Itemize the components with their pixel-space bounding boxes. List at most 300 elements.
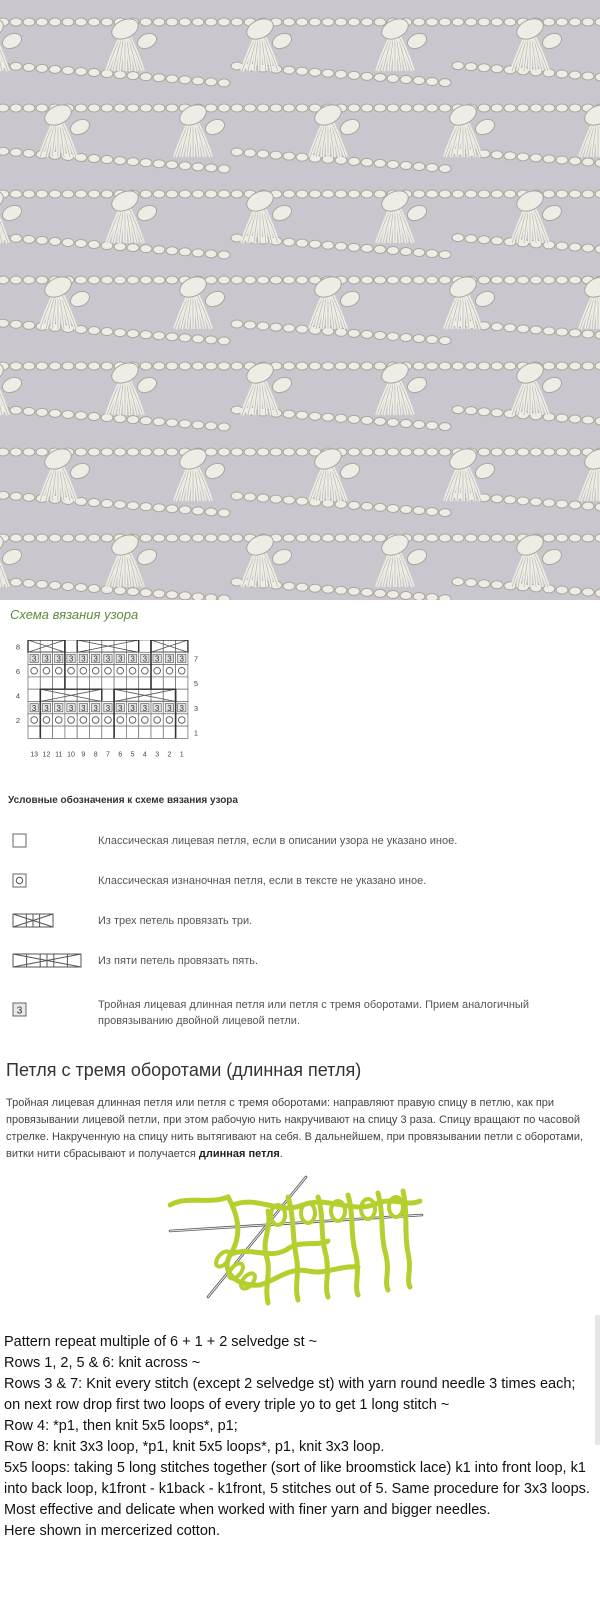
- chart-cell: [163, 665, 175, 677]
- row-number: 8: [15, 642, 20, 652]
- yarn-strand: [378, 1193, 388, 1290]
- stitch-loop: [465, 235, 477, 243]
- chart-cell: [28, 665, 40, 677]
- legend-text: Классическая изнаночная петля, если в тексте не указано иное.: [98, 875, 427, 887]
- stitch-loop: [153, 448, 165, 456]
- stitch-loop: [556, 18, 568, 26]
- chart-cell: [28, 677, 40, 689]
- stitch-loop: [543, 190, 555, 198]
- stitch-loop: [296, 190, 308, 198]
- stitch-loop: [569, 157, 581, 165]
- stitch-loop: [530, 104, 542, 112]
- stitch-loop: [530, 448, 542, 456]
- stitch-loop: [322, 413, 334, 421]
- stitch-loop: [400, 505, 412, 513]
- stitch-loop: [179, 18, 191, 26]
- stitch-loop: [413, 507, 425, 515]
- stitch-loop: [179, 534, 191, 542]
- column-number: 3: [155, 751, 160, 759]
- stitch-loop: [413, 276, 425, 284]
- stitch-loop: [504, 190, 516, 198]
- chart-cell: [114, 726, 126, 738]
- stitch-loop: [218, 337, 230, 345]
- stitch-loop: [218, 165, 230, 173]
- stitch-loop: [192, 534, 204, 542]
- stitch-loop: [23, 276, 35, 284]
- note-line: Most effective and delicate when worked with finer yarn and bigger needles.: [4, 1502, 491, 1518]
- stitch-loop: [504, 18, 516, 26]
- stitch-loop: [426, 422, 438, 430]
- stitch-loop: [426, 164, 438, 172]
- stitch-loop: [335, 362, 347, 370]
- long-stitch-symbol: 3: [167, 703, 172, 713]
- chart-cell: [114, 714, 126, 726]
- stitch-loop: [283, 496, 295, 504]
- stitch-loop: [49, 65, 61, 73]
- stitch-loop: [296, 411, 308, 419]
- stitch-loop: [400, 161, 412, 169]
- stitch-loop: [270, 323, 282, 331]
- long-stitch-symbol: 3: [68, 654, 74, 664]
- stitch-loop: [23, 104, 35, 112]
- stitch-loop: [218, 362, 230, 370]
- stitch-loop: [23, 63, 35, 71]
- stitch-loop: [582, 158, 594, 166]
- stitch-loop: [10, 406, 22, 414]
- stitch-loop: [166, 591, 178, 599]
- chart-cell: [176, 677, 188, 689]
- stitch-loop: [140, 589, 152, 597]
- stitch-loop: [166, 534, 178, 542]
- stitch-loop: [439, 104, 451, 112]
- stitch-loop: [114, 104, 126, 112]
- stitch-loop: [283, 276, 295, 284]
- technique-body-text: Тройная лицевая длинная петля или петля с тремя оборотами: направляют правую спицу в петлю, как при провязывании лицевой петли, при этом рабочую нить накручивают на спицу 3 раза. Спицу вращают по часовой стрелке. Накрученную на спицу нить вытягивают на себя. В дальнейшем, при провязывании петли с оборотами, витки нити сбрасывают и получается: [6, 1097, 584, 1160]
- stitch-loop: [374, 417, 386, 425]
- stitch-loop: [75, 362, 87, 370]
- chart-cell: [77, 714, 89, 726]
- column-number: 7: [105, 751, 110, 759]
- stitch-loop: [569, 534, 581, 542]
- stitch-loop: [88, 327, 100, 335]
- stitch-loop: [491, 190, 503, 198]
- stitch-loop: [556, 586, 568, 594]
- note-line: Rows 1, 2, 5 & 6: knit across ~: [4, 1355, 201, 1371]
- stitch-loop: [569, 243, 581, 251]
- stitch-loop: [478, 276, 490, 284]
- chart-cell: [90, 665, 102, 677]
- long-stitch-symbol: 3: [130, 654, 135, 664]
- stitch-loop: [543, 327, 555, 335]
- note-line: Row 4: *p1, then knit 5x5 loops*, p1;: [4, 1418, 238, 1434]
- stitch-loop: [49, 534, 61, 542]
- stitch-loop: [10, 492, 22, 500]
- stitch-loop: [75, 18, 87, 26]
- stitch-loop: [465, 407, 477, 415]
- stitch-loop: [439, 337, 451, 345]
- stitch-loop: [114, 243, 126, 251]
- stitch-loop: [153, 534, 165, 542]
- stitch-loop: [88, 499, 100, 507]
- stitch-loop: [491, 495, 503, 503]
- stitch-loop: [556, 104, 568, 112]
- stitch-loop: [335, 18, 347, 26]
- stitch-loop: [439, 595, 451, 600]
- chart-cell: [77, 677, 89, 689]
- note-line: Row 8: knit 3x3 loop, *p1, knit 5x5 loops*, p1, knit 3x3 loop.: [4, 1439, 385, 1455]
- chart-cell: [77, 665, 89, 677]
- stitch-loop: [283, 238, 295, 246]
- stitch-loop: [361, 190, 373, 198]
- stitch-loop: [439, 534, 451, 542]
- stitch-loop: [569, 415, 581, 423]
- stitch-loop: [127, 502, 139, 510]
- legend-text: Из пяти петель провязать пять.: [98, 955, 259, 967]
- long-stitch-symbol: 3: [179, 654, 184, 664]
- stitch-loop: [0, 276, 9, 284]
- stitch-loop: [88, 104, 100, 112]
- row-number: 2: [15, 716, 20, 726]
- stitch-loop: [465, 579, 477, 587]
- stitch-loop: [205, 164, 217, 172]
- stitch-loop: [348, 18, 360, 26]
- stitch-loop: [88, 413, 100, 421]
- stitch-loop: [88, 362, 100, 370]
- stitch-loop: [270, 104, 282, 112]
- stitch-loop: [153, 362, 165, 370]
- stitch-loop: [140, 331, 152, 339]
- chart-cell: [163, 677, 175, 689]
- stitch-loop: [426, 594, 438, 600]
- stitch-loop: [10, 18, 22, 26]
- stitch-loop: [166, 161, 178, 169]
- stitch-loop: [205, 276, 217, 284]
- stitch-loop: [166, 419, 178, 427]
- stitch-loop: [491, 276, 503, 284]
- stitch-loop: [10, 62, 22, 70]
- long-stitch-symbol: 3: [81, 654, 86, 664]
- stitch-loop: [387, 332, 399, 340]
- stitch-loop: [296, 583, 308, 591]
- stitch-loop: [192, 163, 204, 171]
- stitch-loop: [543, 534, 555, 542]
- knit-square-icon: [12, 833, 28, 849]
- stitch-loop: [374, 534, 386, 542]
- chart-cell: [90, 714, 102, 726]
- long-stitch-illustration: [168, 1175, 428, 1310]
- stitch-loop: [101, 362, 113, 370]
- stitch-loop: [10, 578, 22, 586]
- stitch-loop: [231, 190, 243, 198]
- stitch-loop: [569, 71, 581, 79]
- stitch-loop: [413, 104, 425, 112]
- stitch-loop: [218, 448, 230, 456]
- chart-cell: [151, 665, 163, 677]
- stitch-loop: [153, 160, 165, 168]
- stitch-loop: [387, 504, 399, 512]
- chart-cell: [176, 665, 188, 677]
- column-number: 2: [167, 751, 172, 759]
- chart-cell: [114, 677, 126, 689]
- stitch-loop: [569, 587, 581, 595]
- stitch-loop: [387, 448, 399, 456]
- stitch-loop: [283, 582, 295, 590]
- stitch-loop: [205, 508, 217, 516]
- stitch-loop: [543, 155, 555, 163]
- stitch-loop: [192, 335, 204, 343]
- stitch-loop: [335, 242, 347, 250]
- stitch-loop: [205, 78, 217, 86]
- stitch-loop: [582, 190, 594, 198]
- stitch-loop: [504, 104, 516, 112]
- stitch-loop: [10, 448, 22, 456]
- chart-cell: [102, 677, 114, 689]
- chart-cell: [126, 665, 138, 677]
- stitch-loop: [153, 18, 165, 26]
- stitch-loop: [257, 448, 269, 456]
- stitch-loop: [192, 249, 204, 257]
- chart-cell: [176, 714, 188, 726]
- stitch-loop: [244, 276, 256, 284]
- stitch-loop: [179, 362, 191, 370]
- stitch-loop: [361, 502, 373, 510]
- long-stitch-symbol: 3: [154, 703, 160, 713]
- stitch-loop: [452, 534, 464, 542]
- chart-cell: [114, 665, 126, 677]
- stitch-loop: [582, 502, 594, 510]
- stitch-loop: [153, 190, 165, 198]
- stitch-loop: [270, 276, 282, 284]
- stitch-loop: [101, 276, 113, 284]
- stitch-loop: [426, 104, 438, 112]
- chart-cell: [176, 726, 188, 738]
- stitch-loop: [62, 582, 74, 590]
- stitch-loop: [309, 240, 321, 248]
- stitch-loop: [62, 190, 74, 198]
- stitch-loop: [23, 579, 35, 587]
- stitch-loop: [49, 581, 61, 589]
- stitch-loop: [36, 190, 48, 198]
- long-stitch-symbol: 3: [81, 703, 86, 713]
- stitch-loop: [101, 448, 113, 456]
- stitch-loop: [270, 495, 282, 503]
- stitch-loop: [374, 331, 386, 339]
- stitch-loop: [491, 448, 503, 456]
- stitch-loop: [556, 242, 568, 250]
- stitch-loop: [153, 276, 165, 284]
- stitch-loop: [101, 534, 113, 542]
- stitch-loop: [309, 362, 321, 370]
- chart-cell: [53, 714, 65, 726]
- stitch-loop: [374, 18, 386, 26]
- long-stitch-symbol: 3: [167, 654, 172, 664]
- stitch-loop: [101, 156, 113, 164]
- stitch-loop: [335, 500, 347, 508]
- stitch-loop: [556, 276, 568, 284]
- stitch-loop: [465, 190, 477, 198]
- stitch-loop: [517, 276, 529, 284]
- stitch-loop: [374, 276, 386, 284]
- chart-cell: [28, 714, 40, 726]
- chart-cell: [139, 665, 151, 677]
- stitch-loop: [504, 448, 516, 456]
- pattern-notes: [4, 1332, 594, 1542]
- stitch-loop: [140, 159, 152, 167]
- stitch-loop: [387, 418, 399, 426]
- stitch-loop: [296, 276, 308, 284]
- stitch-loop: [491, 65, 503, 73]
- stitch-loop: [244, 493, 256, 501]
- stitch-loop: [179, 76, 191, 84]
- chart-cell: [126, 689, 138, 701]
- stitch-loop: [348, 243, 360, 251]
- stitch-loop: [166, 247, 178, 255]
- stitch-loop: [179, 248, 191, 256]
- legend-title: Условные обозначения к схеме вязания узора: [8, 795, 238, 806]
- stitch-loop: [10, 104, 22, 112]
- stitch-loop: [205, 362, 217, 370]
- stitch-loop: [36, 580, 48, 588]
- stitch-loop: [192, 421, 204, 429]
- chart-cell: [28, 726, 40, 738]
- chart-cell: [139, 677, 151, 689]
- chart-cell: [53, 677, 65, 689]
- stitch-loop: [400, 448, 412, 456]
- stitch-loop: [36, 534, 48, 542]
- stitch-loop: [439, 165, 451, 173]
- stitch-loop: [218, 79, 230, 87]
- stitch-loop: [439, 190, 451, 198]
- stitch-loop: [36, 64, 48, 72]
- stitch-loop: [413, 249, 425, 257]
- stitch-loop: [335, 156, 347, 164]
- stitch-loop: [504, 534, 516, 542]
- swatch-photo: [0, 0, 600, 600]
- stitch-loop: [400, 104, 412, 112]
- stitch-loop: [166, 18, 178, 26]
- chart-cell: [90, 726, 102, 738]
- stitch-loop: [88, 190, 100, 198]
- stitch-loop: [192, 18, 204, 26]
- stitch-loop: [257, 494, 269, 502]
- chart-cell: [126, 714, 138, 726]
- stitch-loop: [400, 247, 412, 255]
- stitch-loop: [556, 362, 568, 370]
- stitch-loop: [140, 503, 152, 511]
- long-stitch-symbol: 3: [93, 654, 98, 664]
- stitch-loop: [582, 72, 594, 80]
- chart-cell: [28, 689, 40, 701]
- stitch-loop: [10, 276, 22, 284]
- stitch-loop: [387, 276, 399, 284]
- stitch-loop: [452, 18, 464, 26]
- stitch-loop: [218, 423, 230, 431]
- stitch-loop: [244, 321, 256, 329]
- stitch-loop: [387, 160, 399, 168]
- stitch-loop: [452, 406, 464, 414]
- stitch-loop: [569, 276, 581, 284]
- stitch-loop: [413, 593, 425, 600]
- row-number: 3: [193, 703, 199, 713]
- stitch-loop: [556, 156, 568, 164]
- stitch-loop: [231, 320, 243, 328]
- stitch-loop: [75, 276, 87, 284]
- note-line: 5x5 loops: taking 5 long stitches together (sort of like broomstick lace) k1 into front loop, k1 into back loop, k1front - k1back - k1front, 5 stitches out of 5. Same procedure for 3x3 loops.: [4, 1460, 590, 1497]
- stitch-loop: [49, 362, 61, 370]
- stitch-loop: [491, 104, 503, 112]
- stitch-loop: [426, 534, 438, 542]
- purl-circle-icon: [12, 873, 28, 889]
- stitch-loop: [361, 534, 373, 542]
- stitch-loop: [426, 336, 438, 344]
- stitch-loop: [322, 69, 334, 77]
- stitch-loop: [257, 104, 269, 112]
- stitch-loop: [465, 362, 477, 370]
- stitch-loop: [153, 590, 165, 598]
- stitch-loop: [36, 448, 48, 456]
- long-stitch-symbol: 3: [154, 654, 160, 664]
- stitch-loop: [62, 410, 74, 418]
- stitch-loop: [127, 276, 139, 284]
- stitch-loop: [218, 509, 230, 517]
- stitch-loop: [192, 190, 204, 198]
- stitch-loop: [387, 590, 399, 598]
- stitch-loop: [244, 448, 256, 456]
- stitch-loop: [582, 18, 594, 26]
- stitch-loop: [478, 64, 490, 72]
- stitch-loop: [348, 362, 360, 370]
- stitch-loop: [179, 592, 191, 600]
- stitch-loop: [231, 104, 243, 112]
- chart-cell: [40, 714, 52, 726]
- stitch-loop: [205, 190, 217, 198]
- stitch-loop: [296, 534, 308, 542]
- stitch-loop: [478, 236, 490, 244]
- stitch-loop: [231, 148, 243, 156]
- stitch-loop: [296, 153, 308, 161]
- stitch-loop: [439, 423, 451, 431]
- stitch-loop: [348, 276, 360, 284]
- stitch-loop: [426, 508, 438, 516]
- stitch-loop: [439, 251, 451, 259]
- stitch-loop: [0, 319, 9, 327]
- stitch-loop: [283, 362, 295, 370]
- page-edge-divider: [595, 1315, 600, 1445]
- stitch-loop: [244, 104, 256, 112]
- column-number: 9: [81, 751, 86, 759]
- stitch-loop: [491, 409, 503, 417]
- stitch-loop: [517, 325, 529, 333]
- stitch-loop: [36, 236, 48, 244]
- stitch-loop: [374, 448, 386, 456]
- yarn-strand: [230, 1241, 328, 1255]
- chart-cell: [102, 689, 114, 701]
- stitch-loop: [439, 79, 451, 87]
- stitch-loop: [426, 250, 438, 258]
- stitch-loop: [335, 70, 347, 78]
- stitch-loop: [543, 18, 555, 26]
- technique-body-end: .: [279, 1148, 283, 1160]
- stitch-loop: [114, 71, 126, 79]
- stitch-loop: [478, 408, 490, 416]
- stitch-loop: [374, 159, 386, 167]
- stitch-loop: [10, 534, 22, 542]
- stitch-loop: [309, 584, 321, 592]
- stitch-loop: [0, 147, 9, 155]
- stitch-loop: [114, 157, 126, 165]
- stitch-loop: [257, 322, 269, 330]
- stitch-loop: [49, 18, 61, 26]
